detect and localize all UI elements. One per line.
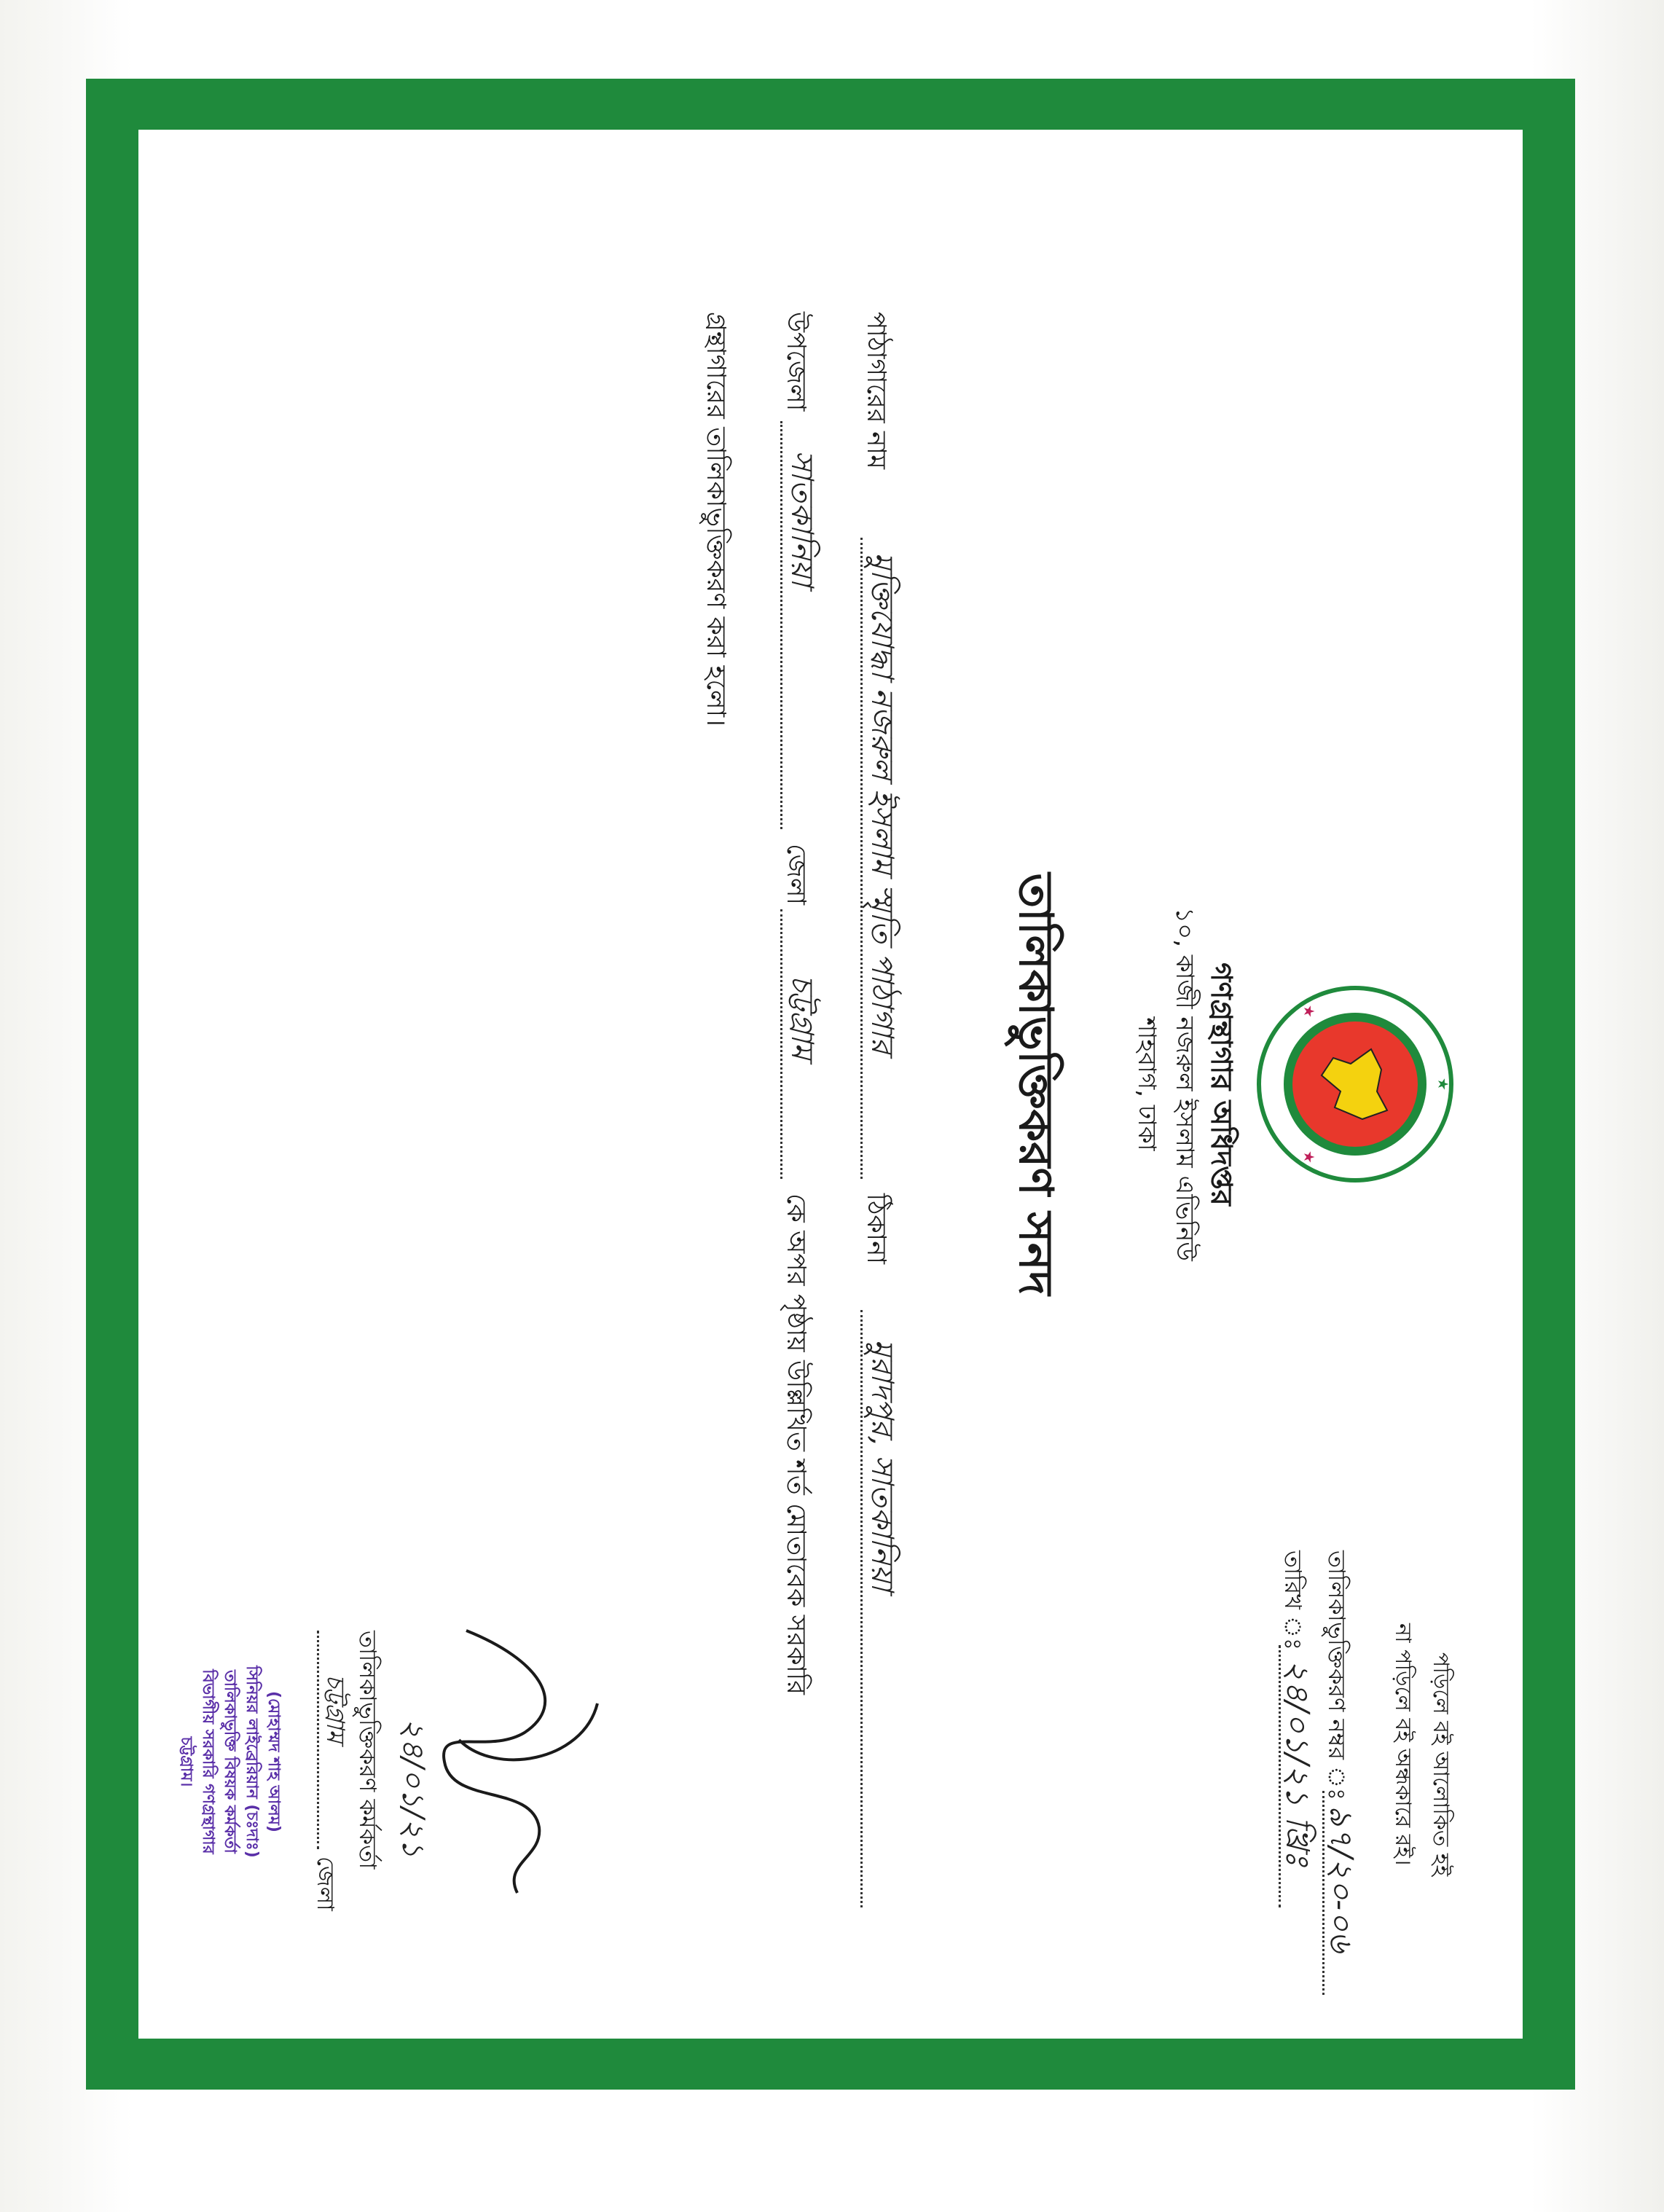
quote-line-1: পড়িলে বই আলোকিত হই xyxy=(1428,1652,1453,1877)
district-value: চট্টগ্রাম xyxy=(785,975,820,1060)
officer-signature xyxy=(408,1616,627,1922)
upazila-value: সাতকানিয়া xyxy=(785,450,820,587)
officer-label: তালিকাভুক্তিকরণ কর্মকর্তা xyxy=(354,1631,382,1870)
certificate-title: তালিকাভুক্তিকরণ সনদ xyxy=(1008,873,1062,1295)
condition-text: কে অপর পৃষ্ঠায় উল্লিখিত শর্ত মোতাবেক সরকারি xyxy=(781,1193,811,1695)
stamp-line-1: (মোহাম্মদ শাহ আলম) xyxy=(264,1690,283,1832)
registration-date-label: তারিখ ঃ xyxy=(1279,1550,1307,1650)
svg-text:★: ★ xyxy=(1300,1150,1318,1164)
signature-district-value: চট্টগ্রাম xyxy=(321,1674,350,1743)
registration-number-label: তালিকাভুক্তিকরণ নম্বর ঃ xyxy=(1323,1550,1351,1800)
stamp-line-4: বিভাগীয় সরকারি গণগ্রন্থাগার xyxy=(199,1669,217,1854)
upazila-label: উপজেলা xyxy=(781,312,811,412)
org-address-2: শাহবাগ, ঢাকা xyxy=(1132,1017,1161,1151)
signature-date: ২৪/০১/২১ xyxy=(396,1718,431,1858)
org-name: গণগ্রন্থাগার অধিদপ্তর xyxy=(1204,962,1238,1206)
quote-line-2: না পড়িলে বই অন্ধকারে রই। xyxy=(1390,1623,1416,1866)
district-label: জেলা xyxy=(781,844,811,906)
signature-district-label: জেলা xyxy=(312,1856,340,1911)
closing-text: গ্রন্থাগারের তালিকাভুক্তিকরণ করা হলো। xyxy=(701,312,731,727)
certificate-content xyxy=(138,130,1523,2039)
stamp-line-3: তালিকাভুক্তি বিষয়ক কর্মকর্তা xyxy=(221,1670,239,1854)
svg-text:★: ★ xyxy=(1300,1005,1318,1018)
svg-text:★: ★ xyxy=(1435,1078,1452,1091)
bangladesh-govt-emblem xyxy=(1253,982,1457,1186)
address-label: ঠিকানা xyxy=(861,1193,891,1265)
library-name-value: মুক্তিযোদ্ধা নজরুল ইসলাম স্মৃতি পাঠাগার xyxy=(865,552,900,1054)
registration-number-value: ৯৭/২০-০৬ xyxy=(1322,1805,1359,1953)
stamp-line-5: চট্টগ্রাম। xyxy=(177,1736,195,1787)
org-address-1: ১০, কাজী নজরুল ইসলাম এভিনিউ xyxy=(1170,907,1199,1261)
library-name-label: পাঠাগারের নাম xyxy=(861,312,891,470)
registration-date-value: ২৪/০১/২১ খ্রিঃ xyxy=(1279,1660,1316,1867)
officer-seal-stamp xyxy=(175,1609,284,1915)
stamp-line-2: সিনিয়র লাইব্রেরিয়ান (চঃদাঃ) xyxy=(243,1666,261,1858)
address-value: মুরাদপুর, সাতকানিয়া xyxy=(865,1339,900,1591)
